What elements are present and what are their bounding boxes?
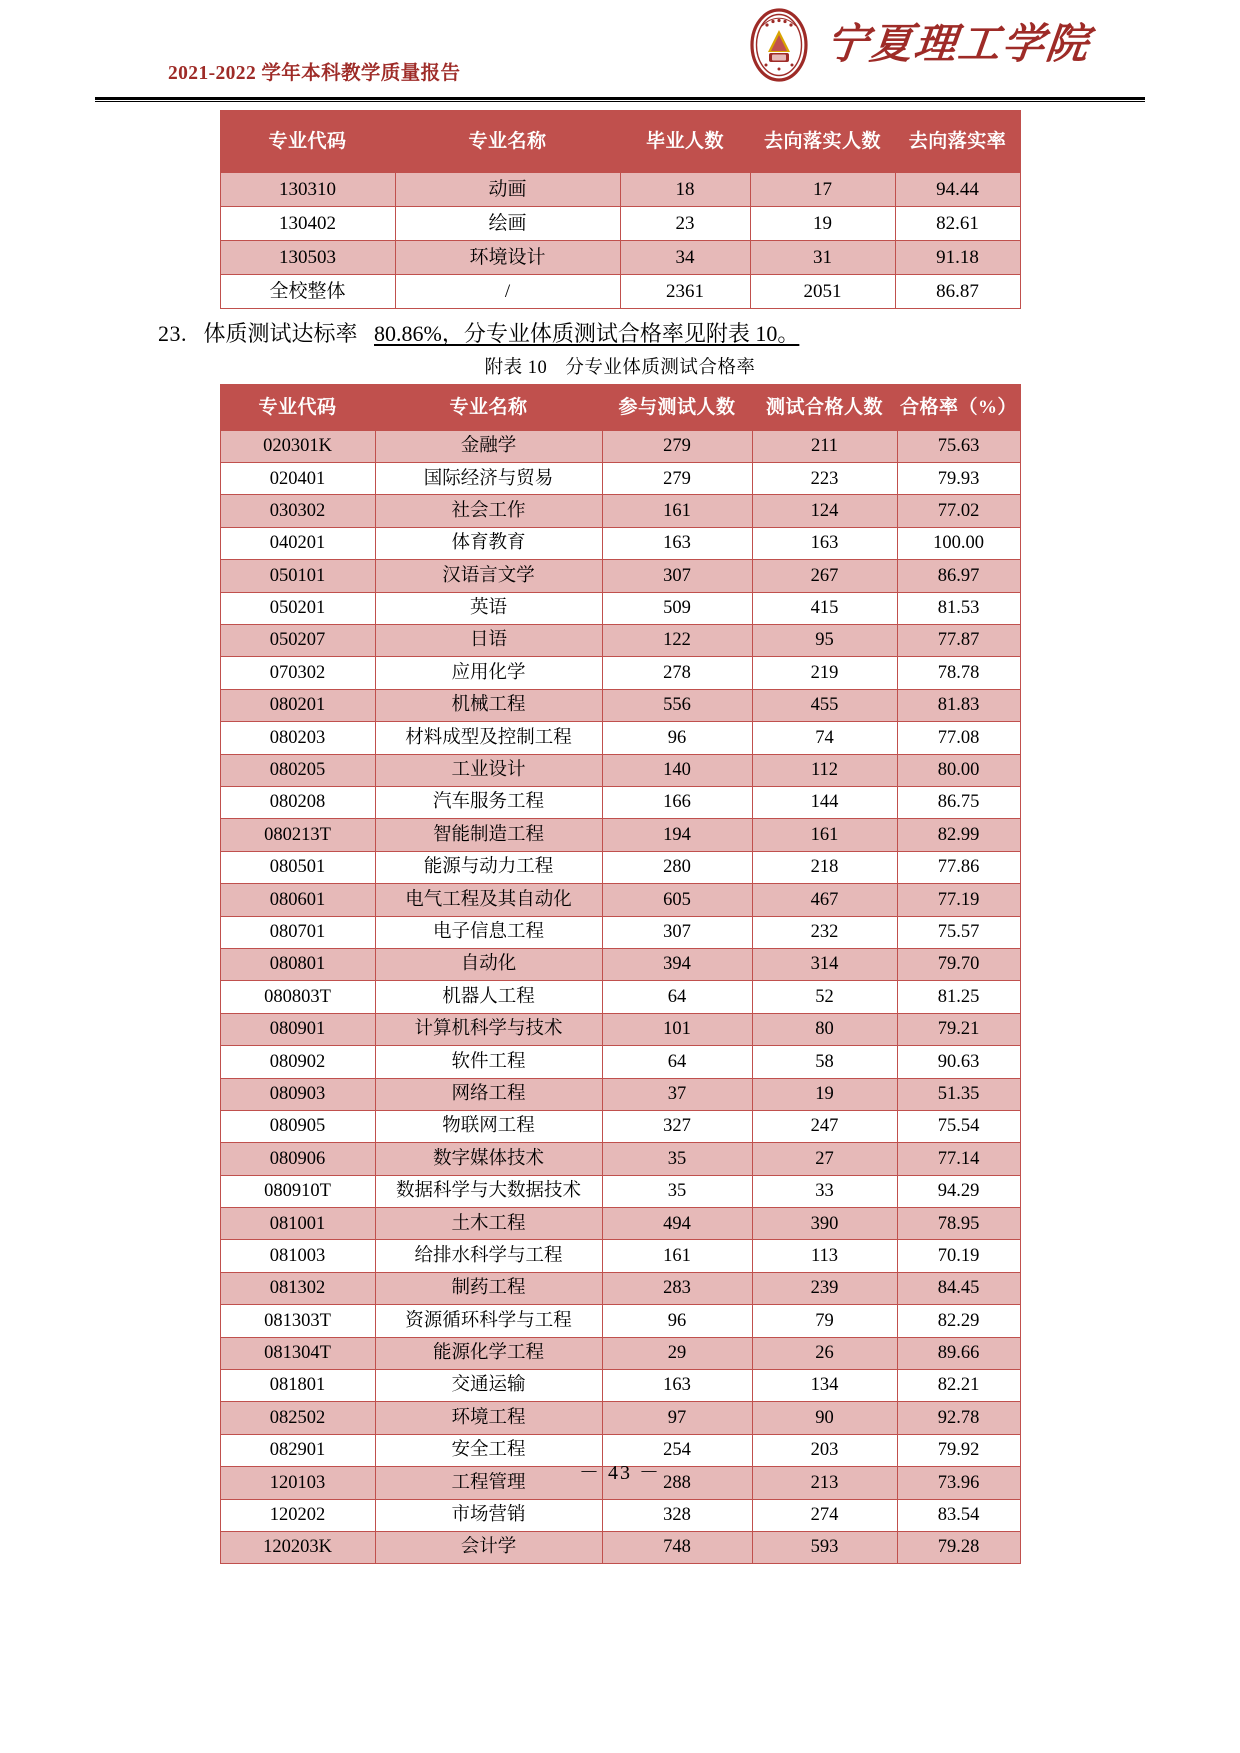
cell-major-code: 130310 — [220, 173, 395, 207]
table-row — [220, 1208, 1020, 1240]
cell-major-code: 082901 — [220, 1434, 375, 1466]
cell-rate: 78.95 — [897, 1208, 1020, 1240]
cell-major-name: 环境设计 — [395, 241, 620, 275]
cell-count-a: 2361 — [620, 275, 750, 309]
table-row — [220, 173, 1020, 207]
employment-rate-table — [220, 110, 1021, 309]
cell-count-a: 328 — [602, 1499, 752, 1531]
cell-count-a: 34 — [620, 241, 750, 275]
cell-rate: 92.78 — [897, 1402, 1020, 1434]
cell-major-code: 080205 — [220, 754, 375, 786]
cell-count-a: 18 — [620, 173, 750, 207]
cell-major-name: 软件工程 — [375, 1046, 602, 1078]
cell-count-b: 31 — [750, 241, 895, 275]
table-row — [220, 1370, 1020, 1402]
cell-major-name: 日语 — [375, 625, 602, 657]
cell-major-name: 会计学 — [375, 1531, 602, 1563]
cell-major-code: 040201 — [220, 527, 375, 559]
cell-count-b: 19 — [752, 1078, 897, 1110]
cell-count-b: 90 — [752, 1402, 897, 1434]
column-header-placement-rate: 去向落实率 — [895, 111, 1020, 173]
cell-count-b: 314 — [752, 948, 897, 980]
cell-count-a: 161 — [602, 1240, 752, 1272]
table-row — [220, 430, 1020, 462]
cell-major-code: 020401 — [220, 463, 375, 495]
cell-rate: 91.18 — [895, 241, 1020, 275]
cell-count-a: 394 — [602, 948, 752, 980]
paragraph-underlined-stat: 80.86%，分专业体质测试合格率见附表 10。 — [374, 321, 800, 346]
cell-rate: 77.08 — [897, 722, 1020, 754]
cell-count-b: 58 — [752, 1046, 897, 1078]
university-name-logotype: 宁夏理工学院 — [823, 22, 1093, 68]
cell-rate: 82.21 — [897, 1370, 1020, 1402]
cell-major-name: 机械工程 — [375, 689, 602, 721]
cell-count-a: 509 — [602, 592, 752, 624]
table-row — [220, 241, 1020, 275]
table-row — [220, 1143, 1020, 1175]
cell-major-name: 数字媒体技术 — [375, 1143, 602, 1175]
cell-major-code: 080701 — [220, 916, 375, 948]
table-2-body — [220, 430, 1020, 1564]
table-row — [220, 1499, 1020, 1531]
cell-major-code: 081001 — [220, 1208, 375, 1240]
cell-count-b: 203 — [752, 1434, 897, 1466]
table-row — [220, 463, 1020, 495]
cell-count-b: 113 — [752, 1240, 897, 1272]
table-row — [220, 592, 1020, 624]
cell-major-name: 自动化 — [375, 948, 602, 980]
cell-major-code: 070302 — [220, 657, 375, 689]
cell-major-code: 080901 — [220, 1013, 375, 1045]
column-header-passed-count: 测试合格人数 — [752, 384, 897, 430]
table-1-wrapper — [95, 110, 1145, 309]
cell-count-a: 283 — [602, 1272, 752, 1304]
cell-count-b: 593 — [752, 1531, 897, 1563]
cell-major-name: 应用化学 — [375, 657, 602, 689]
cell-major-code: 130402 — [220, 207, 395, 241]
cell-major-name: / — [395, 275, 620, 309]
cell-count-a: 279 — [602, 463, 752, 495]
cell-count-b: 213 — [752, 1467, 897, 1499]
cell-major-name: 计算机科学与技术 — [375, 1013, 602, 1045]
cell-count-a: 288 — [602, 1467, 752, 1499]
table-row — [220, 495, 1020, 527]
cell-major-code: 081303T — [220, 1305, 375, 1337]
cell-major-name: 金融学 — [375, 430, 602, 462]
university-logo — [742, 8, 1093, 82]
cell-rate: 83.54 — [897, 1499, 1020, 1531]
cell-major-code: 050101 — [220, 560, 375, 592]
cell-count-b: 218 — [752, 851, 897, 883]
cell-major-name: 数据科学与大数据技术 — [375, 1175, 602, 1207]
cell-rate: 84.45 — [897, 1272, 1020, 1304]
cell-rate: 79.93 — [897, 463, 1020, 495]
column-header-graduates: 毕业人数 — [620, 111, 750, 173]
table-row — [220, 1305, 1020, 1337]
table-row — [220, 1110, 1020, 1142]
table-row — [220, 1531, 1020, 1563]
cell-major-name: 汉语言文学 — [375, 560, 602, 592]
cell-count-a: 23 — [620, 207, 750, 241]
page-number-footer: － 43 － — [579, 1462, 661, 1484]
cell-count-b: 124 — [752, 495, 897, 527]
cell-count-b: 232 — [752, 916, 897, 948]
cell-major-name: 物联网工程 — [375, 1110, 602, 1142]
cell-major-code: 020301K — [220, 430, 375, 462]
cell-rate: 82.29 — [897, 1305, 1020, 1337]
cell-rate: 70.19 — [897, 1240, 1020, 1272]
table-row — [220, 275, 1020, 309]
column-header-major-code: 专业代码 — [220, 111, 395, 173]
cell-rate: 100.00 — [897, 527, 1020, 559]
cell-count-b: 239 — [752, 1272, 897, 1304]
cell-major-code: 080213T — [220, 819, 375, 851]
cell-major-code: 120202 — [220, 1499, 375, 1531]
cell-count-b: 33 — [752, 1175, 897, 1207]
cell-major-name: 交通运输 — [375, 1370, 602, 1402]
cell-count-a: 64 — [602, 1046, 752, 1078]
table-row — [220, 657, 1020, 689]
cell-count-b: 161 — [752, 819, 897, 851]
cell-major-name: 网络工程 — [375, 1078, 602, 1110]
cell-major-code: 080903 — [220, 1078, 375, 1110]
cell-count-a: 494 — [602, 1208, 752, 1240]
cell-count-a: 96 — [602, 1305, 752, 1337]
cell-count-a: 163 — [602, 1370, 752, 1402]
cell-count-a: 327 — [602, 1110, 752, 1142]
cell-count-a: 140 — [602, 754, 752, 786]
table-row — [220, 948, 1020, 980]
cell-major-code: 081003 — [220, 1240, 375, 1272]
cell-rate: 86.97 — [897, 560, 1020, 592]
cell-rate: 79.70 — [897, 948, 1020, 980]
cell-major-code: 080902 — [220, 1046, 375, 1078]
column-header-major-name: 专业名称 — [375, 384, 602, 430]
cell-major-code: 130503 — [220, 241, 395, 275]
cell-major-code: 080203 — [220, 722, 375, 754]
table-row — [220, 754, 1020, 786]
cell-count-b: 79 — [752, 1305, 897, 1337]
cell-count-b: 17 — [750, 173, 895, 207]
cell-major-code: 120203K — [220, 1531, 375, 1563]
cell-rate: 80.00 — [897, 754, 1020, 786]
cell-major-name: 能源与动力工程 — [375, 851, 602, 883]
header-divider-rule — [95, 97, 1145, 102]
table-row — [220, 1337, 1020, 1369]
cell-rate: 94.44 — [895, 173, 1020, 207]
cell-count-a: 97 — [602, 1402, 752, 1434]
cell-count-a: 307 — [602, 916, 752, 948]
cell-count-b: 74 — [752, 722, 897, 754]
cell-count-a: 166 — [602, 786, 752, 818]
table-1-body — [220, 173, 1020, 309]
table-row — [220, 1272, 1020, 1304]
cell-rate: 81.83 — [897, 689, 1020, 721]
cell-major-name: 能源化学工程 — [375, 1337, 602, 1369]
table-row — [220, 1240, 1020, 1272]
cell-count-a: 35 — [602, 1175, 752, 1207]
cell-count-b: 455 — [752, 689, 897, 721]
cell-major-code: 081801 — [220, 1370, 375, 1402]
table-row — [220, 884, 1020, 916]
cell-major-name: 工程管理 — [375, 1467, 602, 1499]
table-row — [220, 851, 1020, 883]
table-row — [220, 560, 1020, 592]
cell-rate: 79.21 — [897, 1013, 1020, 1045]
column-header-major-name: 专业名称 — [395, 111, 620, 173]
table-header-row — [220, 384, 1020, 430]
table-row — [220, 625, 1020, 657]
cell-major-name: 环境工程 — [375, 1402, 602, 1434]
cell-rate: 82.61 — [895, 207, 1020, 241]
cell-rate: 81.53 — [897, 592, 1020, 624]
cell-rate: 73.96 — [897, 1467, 1020, 1499]
cell-count-a: 37 — [602, 1078, 752, 1110]
cell-count-a: 96 — [602, 722, 752, 754]
cell-count-b: 52 — [752, 981, 897, 1013]
cell-major-code: 050201 — [220, 592, 375, 624]
cell-count-b: 274 — [752, 1499, 897, 1531]
cell-major-name: 绘画 — [395, 207, 620, 241]
cell-rate: 90.63 — [897, 1046, 1020, 1078]
table-row — [220, 1013, 1020, 1045]
table-row — [220, 689, 1020, 721]
cell-rate: 86.75 — [897, 786, 1020, 818]
cell-major-name: 制药工程 — [375, 1272, 602, 1304]
cell-count-a: 556 — [602, 689, 752, 721]
cell-major-name: 材料成型及控制工程 — [375, 722, 602, 754]
cell-major-name: 英语 — [375, 592, 602, 624]
cell-rate: 77.86 — [897, 851, 1020, 883]
cell-major-code: 030302 — [220, 495, 375, 527]
cell-rate: 77.19 — [897, 884, 1020, 916]
cell-count-b: 27 — [752, 1143, 897, 1175]
table-row — [220, 1402, 1020, 1434]
cell-count-a: 122 — [602, 625, 752, 657]
cell-rate: 77.14 — [897, 1143, 1020, 1175]
cell-major-name: 社会工作 — [375, 495, 602, 527]
cell-major-code: 080801 — [220, 948, 375, 980]
table-header-row — [220, 111, 1020, 173]
paragraph-lead-text: 体质测试达标率 — [203, 321, 358, 346]
cell-major-code: 050207 — [220, 625, 375, 657]
cell-rate: 51.35 — [897, 1078, 1020, 1110]
table-row — [220, 1078, 1020, 1110]
cell-count-b: 112 — [752, 754, 897, 786]
cell-count-a: 748 — [602, 1531, 752, 1563]
cell-major-code: 081304T — [220, 1337, 375, 1369]
caption-title: 分专业体质测试合格率 — [565, 357, 756, 378]
cell-count-a: 161 — [602, 495, 752, 527]
cell-major-name: 机器人工程 — [375, 981, 602, 1013]
cell-major-name: 市场营销 — [375, 1499, 602, 1531]
cell-count-a: 194 — [602, 819, 752, 851]
table-row — [220, 1046, 1020, 1078]
column-header-tested-count: 参与测试人数 — [602, 384, 752, 430]
cell-rate: 79.92 — [897, 1434, 1020, 1466]
cell-major-name: 国际经济与贸易 — [375, 463, 602, 495]
cell-count-b: 134 — [752, 1370, 897, 1402]
cell-major-code: 080208 — [220, 786, 375, 818]
university-seal-icon — [742, 8, 816, 82]
cell-major-code: 080906 — [220, 1143, 375, 1175]
cell-count-a: 101 — [602, 1013, 752, 1045]
cell-major-name: 智能制造工程 — [375, 819, 602, 851]
table-row — [220, 786, 1020, 818]
column-header-major-code: 专业代码 — [220, 384, 375, 430]
cell-count-b: 19 — [750, 207, 895, 241]
caption-label: 附表 10 — [484, 357, 548, 378]
cell-count-b: 390 — [752, 1208, 897, 1240]
section-paragraph-23 — [95, 319, 1145, 349]
cell-rate: 77.02 — [897, 495, 1020, 527]
cell-major-name: 土木工程 — [375, 1208, 602, 1240]
cell-count-b: 223 — [752, 463, 897, 495]
cell-major-code: 全校整体 — [220, 275, 395, 309]
cell-major-code: 080601 — [220, 884, 375, 916]
cell-count-a: 163 — [602, 527, 752, 559]
column-header-placed-count: 去向落实人数 — [750, 111, 895, 173]
cell-major-name: 电气工程及其自动化 — [375, 884, 602, 916]
cell-major-name: 动画 — [395, 173, 620, 207]
table-row — [220, 1175, 1020, 1207]
cell-count-b: 144 — [752, 786, 897, 818]
column-header-pass-rate: 合格率（%） — [897, 384, 1020, 430]
table-2-wrapper — [95, 384, 1145, 1565]
table-row — [220, 819, 1020, 851]
cell-count-b: 267 — [752, 560, 897, 592]
table-2-caption — [0, 353, 1240, 379]
cell-count-b: 95 — [752, 625, 897, 657]
cell-major-name: 电子信息工程 — [375, 916, 602, 948]
cell-count-b: 2051 — [750, 275, 895, 309]
paragraph-number: 23. — [158, 321, 187, 346]
report-header-title: 2021-2022 学年本科教学质量报告 — [168, 63, 461, 84]
table-row — [220, 207, 1020, 241]
cell-major-code: 080501 — [220, 851, 375, 883]
cell-count-a: 29 — [602, 1337, 752, 1369]
cell-major-code: 080201 — [220, 689, 375, 721]
cell-count-a: 35 — [602, 1143, 752, 1175]
table-row — [220, 981, 1020, 1013]
table-row — [220, 916, 1020, 948]
cell-rate: 89.66 — [897, 1337, 1020, 1369]
table-row — [220, 722, 1020, 754]
cell-rate: 78.78 — [897, 657, 1020, 689]
cell-major-name: 安全工程 — [375, 1434, 602, 1466]
cell-major-name: 给排水科学与工程 — [375, 1240, 602, 1272]
cell-count-a: 254 — [602, 1434, 752, 1466]
table-row — [220, 527, 1020, 559]
cell-count-a: 64 — [602, 981, 752, 1013]
cell-count-b: 219 — [752, 657, 897, 689]
cell-major-code: 081302 — [220, 1272, 375, 1304]
cell-major-name: 工业设计 — [375, 754, 602, 786]
cell-rate: 86.87 — [895, 275, 1020, 309]
fitness-test-pass-rate-table — [220, 384, 1021, 1565]
cell-rate: 75.57 — [897, 916, 1020, 948]
cell-count-b: 415 — [752, 592, 897, 624]
cell-rate: 75.63 — [897, 430, 1020, 462]
page-header — [95, 0, 1145, 110]
cell-count-b: 26 — [752, 1337, 897, 1369]
cell-major-code: 080905 — [220, 1110, 375, 1142]
cell-rate: 77.87 — [897, 625, 1020, 657]
cell-rate: 81.25 — [897, 981, 1020, 1013]
cell-major-code: 082502 — [220, 1402, 375, 1434]
cell-major-name: 体育教育 — [375, 527, 602, 559]
cell-count-a: 280 — [602, 851, 752, 883]
cell-rate: 75.54 — [897, 1110, 1020, 1142]
cell-count-b: 467 — [752, 884, 897, 916]
cell-count-b: 211 — [752, 430, 897, 462]
cell-major-code: 120103 — [220, 1467, 375, 1499]
cell-major-code: 080910T — [220, 1175, 375, 1207]
cell-count-a: 307 — [602, 560, 752, 592]
cell-major-name: 资源循环科学与工程 — [375, 1305, 602, 1337]
cell-rate: 82.99 — [897, 819, 1020, 851]
cell-count-b: 247 — [752, 1110, 897, 1142]
cell-major-name: 汽车服务工程 — [375, 786, 602, 818]
cell-count-b: 163 — [752, 527, 897, 559]
cell-count-a: 278 — [602, 657, 752, 689]
cell-rate: 79.28 — [897, 1531, 1020, 1563]
cell-rate: 94.29 — [897, 1175, 1020, 1207]
cell-major-code: 080803T — [220, 981, 375, 1013]
cell-count-b: 80 — [752, 1013, 897, 1045]
cell-count-a: 279 — [602, 430, 752, 462]
cell-count-a: 605 — [602, 884, 752, 916]
